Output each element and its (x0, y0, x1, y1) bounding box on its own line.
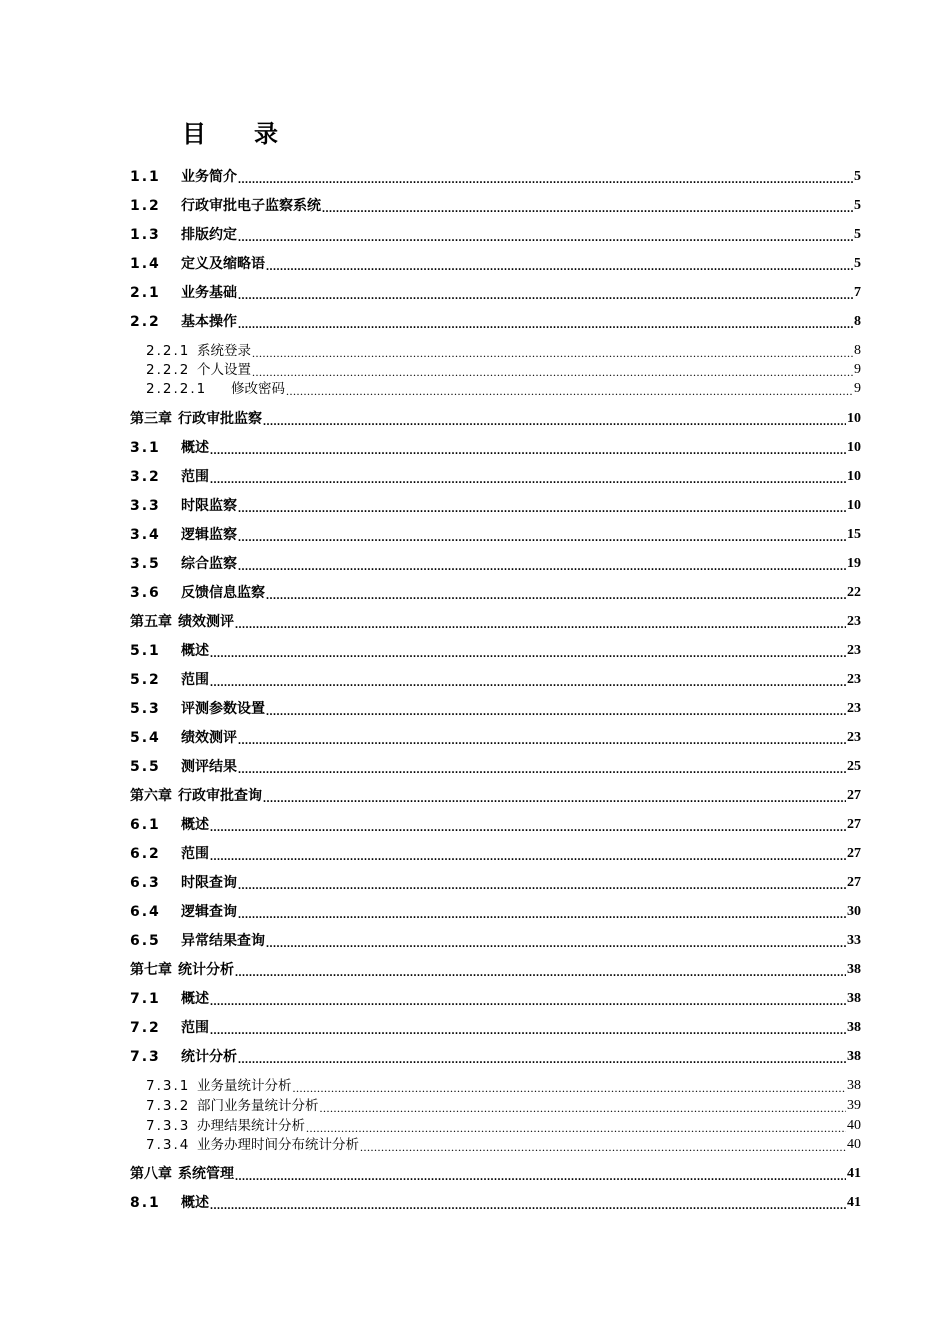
toc-entry-label: 综合监察 (181, 556, 237, 572)
toc-entry[interactable] (130, 439, 861, 457)
toc-entry-page: 38 (847, 1020, 861, 1035)
toc-entry-number: 3.6 (130, 585, 161, 601)
toc-entry-label: 范围 (181, 846, 209, 862)
toc-dot-leader (235, 617, 846, 631)
toc-entry[interactable] (146, 380, 861, 398)
toc-dot-leader (238, 733, 846, 747)
toc-entry-number: 2.2.1 (146, 343, 191, 359)
toc-entry-label: 概述 (181, 440, 209, 456)
toc-entry-page: 38 (847, 1049, 861, 1064)
toc-entry-number: 5.5 (130, 759, 161, 775)
toc-entry-number: 6.5 (130, 933, 161, 949)
toc-entry[interactable] (130, 168, 861, 186)
toc-entry-number: 1.1 (130, 169, 161, 185)
toc-entry-page: 5 (854, 256, 861, 271)
toc-entry-page: 10 (847, 440, 861, 455)
toc-entry-page: 27 (847, 817, 861, 832)
toc-entry[interactable] (130, 468, 861, 486)
toc-entry-number: 第六章 (130, 788, 172, 804)
toc-entry-page: 7 (854, 285, 861, 300)
toc-entry-label: 行政审批电子监察系统 (181, 198, 321, 214)
toc-entry-label: 逻辑查询 (181, 904, 237, 920)
toc-entry-label: 范围 (181, 469, 209, 485)
toc-entry-number: 2.2.2.1 (146, 381, 208, 397)
toc-entry[interactable] (146, 1077, 861, 1095)
toc-entry-page: 38 (847, 991, 861, 1006)
toc-entry-label: 系统登录 (197, 343, 251, 359)
toc-entry[interactable] (130, 584, 861, 602)
toc-entry[interactable] (130, 642, 861, 660)
toc-dot-leader (360, 1140, 846, 1154)
toc-entry-label: 时限查询 (181, 875, 237, 891)
toc-dot-leader (238, 530, 846, 544)
toc-entry-label: 概述 (181, 1195, 209, 1211)
toc-entry-page: 9 (854, 381, 861, 396)
toc-chapter-entry[interactable] (130, 410, 861, 428)
toc-dot-leader (266, 259, 853, 273)
toc-entry-number: 7.3.3 (146, 1118, 191, 1134)
toc-dot-leader (266, 704, 846, 718)
toc-dot-leader (235, 1169, 846, 1183)
toc-dot-leader (238, 559, 846, 573)
toc-dot-leader (286, 384, 853, 398)
toc-entry[interactable] (146, 342, 861, 360)
toc-entry-page: 5 (854, 227, 861, 242)
toc-entry[interactable] (146, 1136, 861, 1154)
toc-dot-leader (210, 1023, 846, 1037)
toc-chapter-entry[interactable] (130, 787, 861, 805)
toc-entry-number: 第七章 (130, 962, 172, 978)
toc-entry-page: 41 (847, 1166, 861, 1181)
toc-entry[interactable] (146, 1117, 861, 1135)
toc-entry-page: 10 (847, 469, 861, 484)
toc-dot-leader (238, 878, 846, 892)
toc-entry-number: 6.4 (130, 904, 161, 920)
toc-entry-number: 7.2 (130, 1020, 161, 1036)
toc-dot-leader (263, 414, 846, 428)
toc-dot-leader (210, 675, 846, 689)
toc-dot-leader (210, 646, 846, 660)
toc-dot-leader (238, 762, 846, 776)
page-title: 目 录 (182, 120, 278, 148)
toc-entry[interactable] (130, 874, 861, 892)
toc-entry-number: 5.2 (130, 672, 161, 688)
toc-dot-leader (238, 317, 853, 331)
toc-entry-page: 27 (847, 875, 861, 890)
toc-entry-label: 范围 (181, 1020, 209, 1036)
toc-entry-page: 23 (847, 672, 861, 687)
toc-entry-label: 系统管理 (178, 1166, 234, 1182)
toc-entry-label: 绩效测评 (181, 730, 237, 746)
toc-entry-number: 5.3 (130, 701, 161, 717)
toc-entry-number: 2.1 (130, 285, 161, 301)
toc-entry-page: 27 (847, 846, 861, 861)
toc-entry-page: 9 (854, 362, 861, 377)
toc-entry[interactable] (130, 197, 861, 215)
toc-entry-label: 办理结果统计分析 (197, 1118, 305, 1134)
toc-entry-number: 6.2 (130, 846, 161, 862)
toc-entry[interactable] (130, 226, 861, 244)
toc-entry-page: 40 (847, 1137, 861, 1152)
toc-entry-label: 异常结果查询 (181, 933, 265, 949)
toc-entry-page: 23 (847, 730, 861, 745)
toc-entry-page: 23 (847, 614, 861, 629)
toc-entry-page: 27 (847, 788, 861, 803)
toc-entry[interactable] (146, 361, 861, 379)
toc-dot-leader (252, 365, 853, 379)
toc-entry-label: 行政审批查询 (178, 788, 262, 804)
toc-entry[interactable] (130, 1048, 861, 1066)
toc-entry-label: 业务简介 (181, 169, 237, 185)
toc-chapter-entry[interactable] (130, 1165, 861, 1183)
toc-entry-number: 3.2 (130, 469, 161, 485)
toc-dot-leader (238, 230, 853, 244)
toc-entry-page: 38 (847, 962, 861, 977)
toc-entry-label: 反馈信息监察 (181, 585, 265, 601)
toc-entry[interactable] (130, 671, 861, 689)
toc-entry-label: 概述 (181, 817, 209, 833)
toc-entry-page: 8 (854, 314, 861, 329)
toc-entry-page: 8 (854, 343, 861, 358)
toc-dot-leader (210, 820, 846, 834)
toc-dot-leader (210, 994, 846, 1008)
toc-dot-leader (210, 1198, 846, 1212)
toc-dot-leader (235, 965, 846, 979)
toc-entry[interactable] (146, 1097, 861, 1115)
toc-entry-page: 5 (854, 198, 861, 213)
toc-entry[interactable] (130, 816, 861, 834)
toc-entry[interactable] (130, 700, 861, 718)
toc-entry-label: 定义及缩略语 (181, 256, 265, 272)
toc-entry-number: 1.4 (130, 256, 161, 272)
toc-entry-page: 5 (854, 169, 861, 184)
toc-entry-number: 6.1 (130, 817, 161, 833)
toc-entry-page: 41 (847, 1195, 861, 1210)
toc-entry-label: 业务办理时间分布统计分析 (197, 1137, 359, 1153)
toc-entry-label: 测评结果 (181, 759, 237, 775)
toc-entry-number: 5.1 (130, 643, 161, 659)
toc-dot-leader (238, 1052, 846, 1066)
toc-entry-number: 8.1 (130, 1195, 161, 1211)
toc-entry-label: 业务量统计分析 (197, 1078, 292, 1094)
toc-entry[interactable] (130, 845, 861, 863)
toc-entry[interactable] (130, 1019, 861, 1037)
toc-entry[interactable] (130, 903, 861, 921)
toc-entry[interactable] (130, 758, 861, 776)
toc-entry-number: 3.3 (130, 498, 161, 514)
toc-dot-leader (293, 1081, 847, 1095)
toc-entry-number: 第八章 (130, 1166, 172, 1182)
toc-entry[interactable] (130, 932, 861, 950)
toc-entry-number: 7.3.2 (146, 1098, 191, 1114)
toc-entry-number: 7.1 (130, 991, 161, 1007)
toc-entry-page: 25 (847, 759, 861, 774)
toc-entry-label: 评测参数设置 (181, 701, 265, 717)
toc-dot-leader (320, 1101, 847, 1115)
toc-dot-leader (210, 443, 846, 457)
toc-entry-number: 2.2 (130, 314, 161, 330)
toc-dot-leader (266, 588, 846, 602)
toc-entry-number: 2.2.2 (146, 362, 191, 378)
toc-entry-number: 7.3.1 (146, 1078, 191, 1094)
toc-entry[interactable] (130, 555, 861, 573)
toc-entry-page: 19 (847, 556, 861, 571)
toc-entry-number: 7.3 (130, 1049, 161, 1065)
toc-entry-label: 个人设置 (197, 362, 251, 378)
toc-entry-label: 范围 (181, 672, 209, 688)
toc-entry-page: 33 (847, 933, 861, 948)
toc-entry[interactable] (130, 313, 861, 331)
toc-dot-leader (238, 501, 846, 515)
toc-entry-label: 时限监察 (181, 498, 237, 514)
toc-dot-leader (306, 1121, 846, 1135)
toc-entry-label: 统计分析 (178, 962, 234, 978)
toc-entry-label: 排版约定 (181, 227, 237, 243)
toc-entry-page: 23 (847, 701, 861, 716)
toc-entry-label: 部门业务量统计分析 (197, 1098, 319, 1114)
toc-chapter-entry[interactable] (130, 961, 861, 979)
toc-entry[interactable] (130, 497, 861, 515)
toc-entry-label: 行政审批监察 (178, 411, 262, 427)
toc-entry-page: 30 (847, 904, 861, 919)
toc-entry-page: 15 (847, 527, 861, 542)
toc-dot-leader (322, 201, 853, 215)
toc-entry-page: 39 (847, 1098, 861, 1113)
toc-entry-label: 修改密码 (231, 381, 285, 397)
toc-entry-label: 概述 (181, 643, 209, 659)
toc-dot-leader (210, 472, 846, 486)
toc-entry-label: 统计分析 (181, 1049, 237, 1065)
toc-entry[interactable] (130, 1194, 861, 1212)
toc-dot-leader (238, 288, 853, 302)
toc-entry-number: 1.3 (130, 227, 161, 243)
toc-entry[interactable] (130, 729, 861, 747)
toc-dot-leader (263, 791, 846, 805)
toc-entry-label: 业务基础 (181, 285, 237, 301)
toc-entry-number: 第三章 (130, 411, 172, 427)
toc-entry[interactable] (130, 255, 861, 273)
toc-entry-number: 3.1 (130, 440, 161, 456)
toc-entry-number: 3.5 (130, 556, 161, 572)
toc-entry-page: 38 (847, 1078, 861, 1093)
toc-entry-page: 40 (847, 1118, 861, 1133)
toc-entry[interactable] (130, 284, 861, 302)
toc-entry-page: 10 (847, 411, 861, 426)
toc-entry-number: 3.4 (130, 527, 161, 543)
toc-entry-page: 22 (847, 585, 861, 600)
toc-entry-label: 逻辑监察 (181, 527, 237, 543)
toc-dot-leader (266, 936, 846, 950)
toc-dot-leader (210, 849, 846, 863)
toc-entry-number: 6.3 (130, 875, 161, 891)
toc-dot-leader (238, 172, 853, 186)
toc-entry-number: 7.3.4 (146, 1137, 191, 1153)
toc-entry-number: 第五章 (130, 614, 172, 630)
toc-entry-label: 基本操作 (181, 314, 237, 330)
toc-entry-page: 10 (847, 498, 861, 513)
toc-chapter-entry[interactable] (130, 613, 861, 631)
toc-entry-label: 概述 (181, 991, 209, 1007)
toc-entry[interactable] (130, 526, 861, 544)
toc-dot-leader (252, 346, 853, 360)
toc-entry[interactable] (130, 990, 861, 1008)
toc-entry-number: 1.2 (130, 198, 161, 214)
toc-entry-number: 5.4 (130, 730, 161, 746)
toc-entry-label: 绩效测评 (178, 614, 234, 630)
toc-entry-page: 23 (847, 643, 861, 658)
toc-dot-leader (238, 907, 846, 921)
